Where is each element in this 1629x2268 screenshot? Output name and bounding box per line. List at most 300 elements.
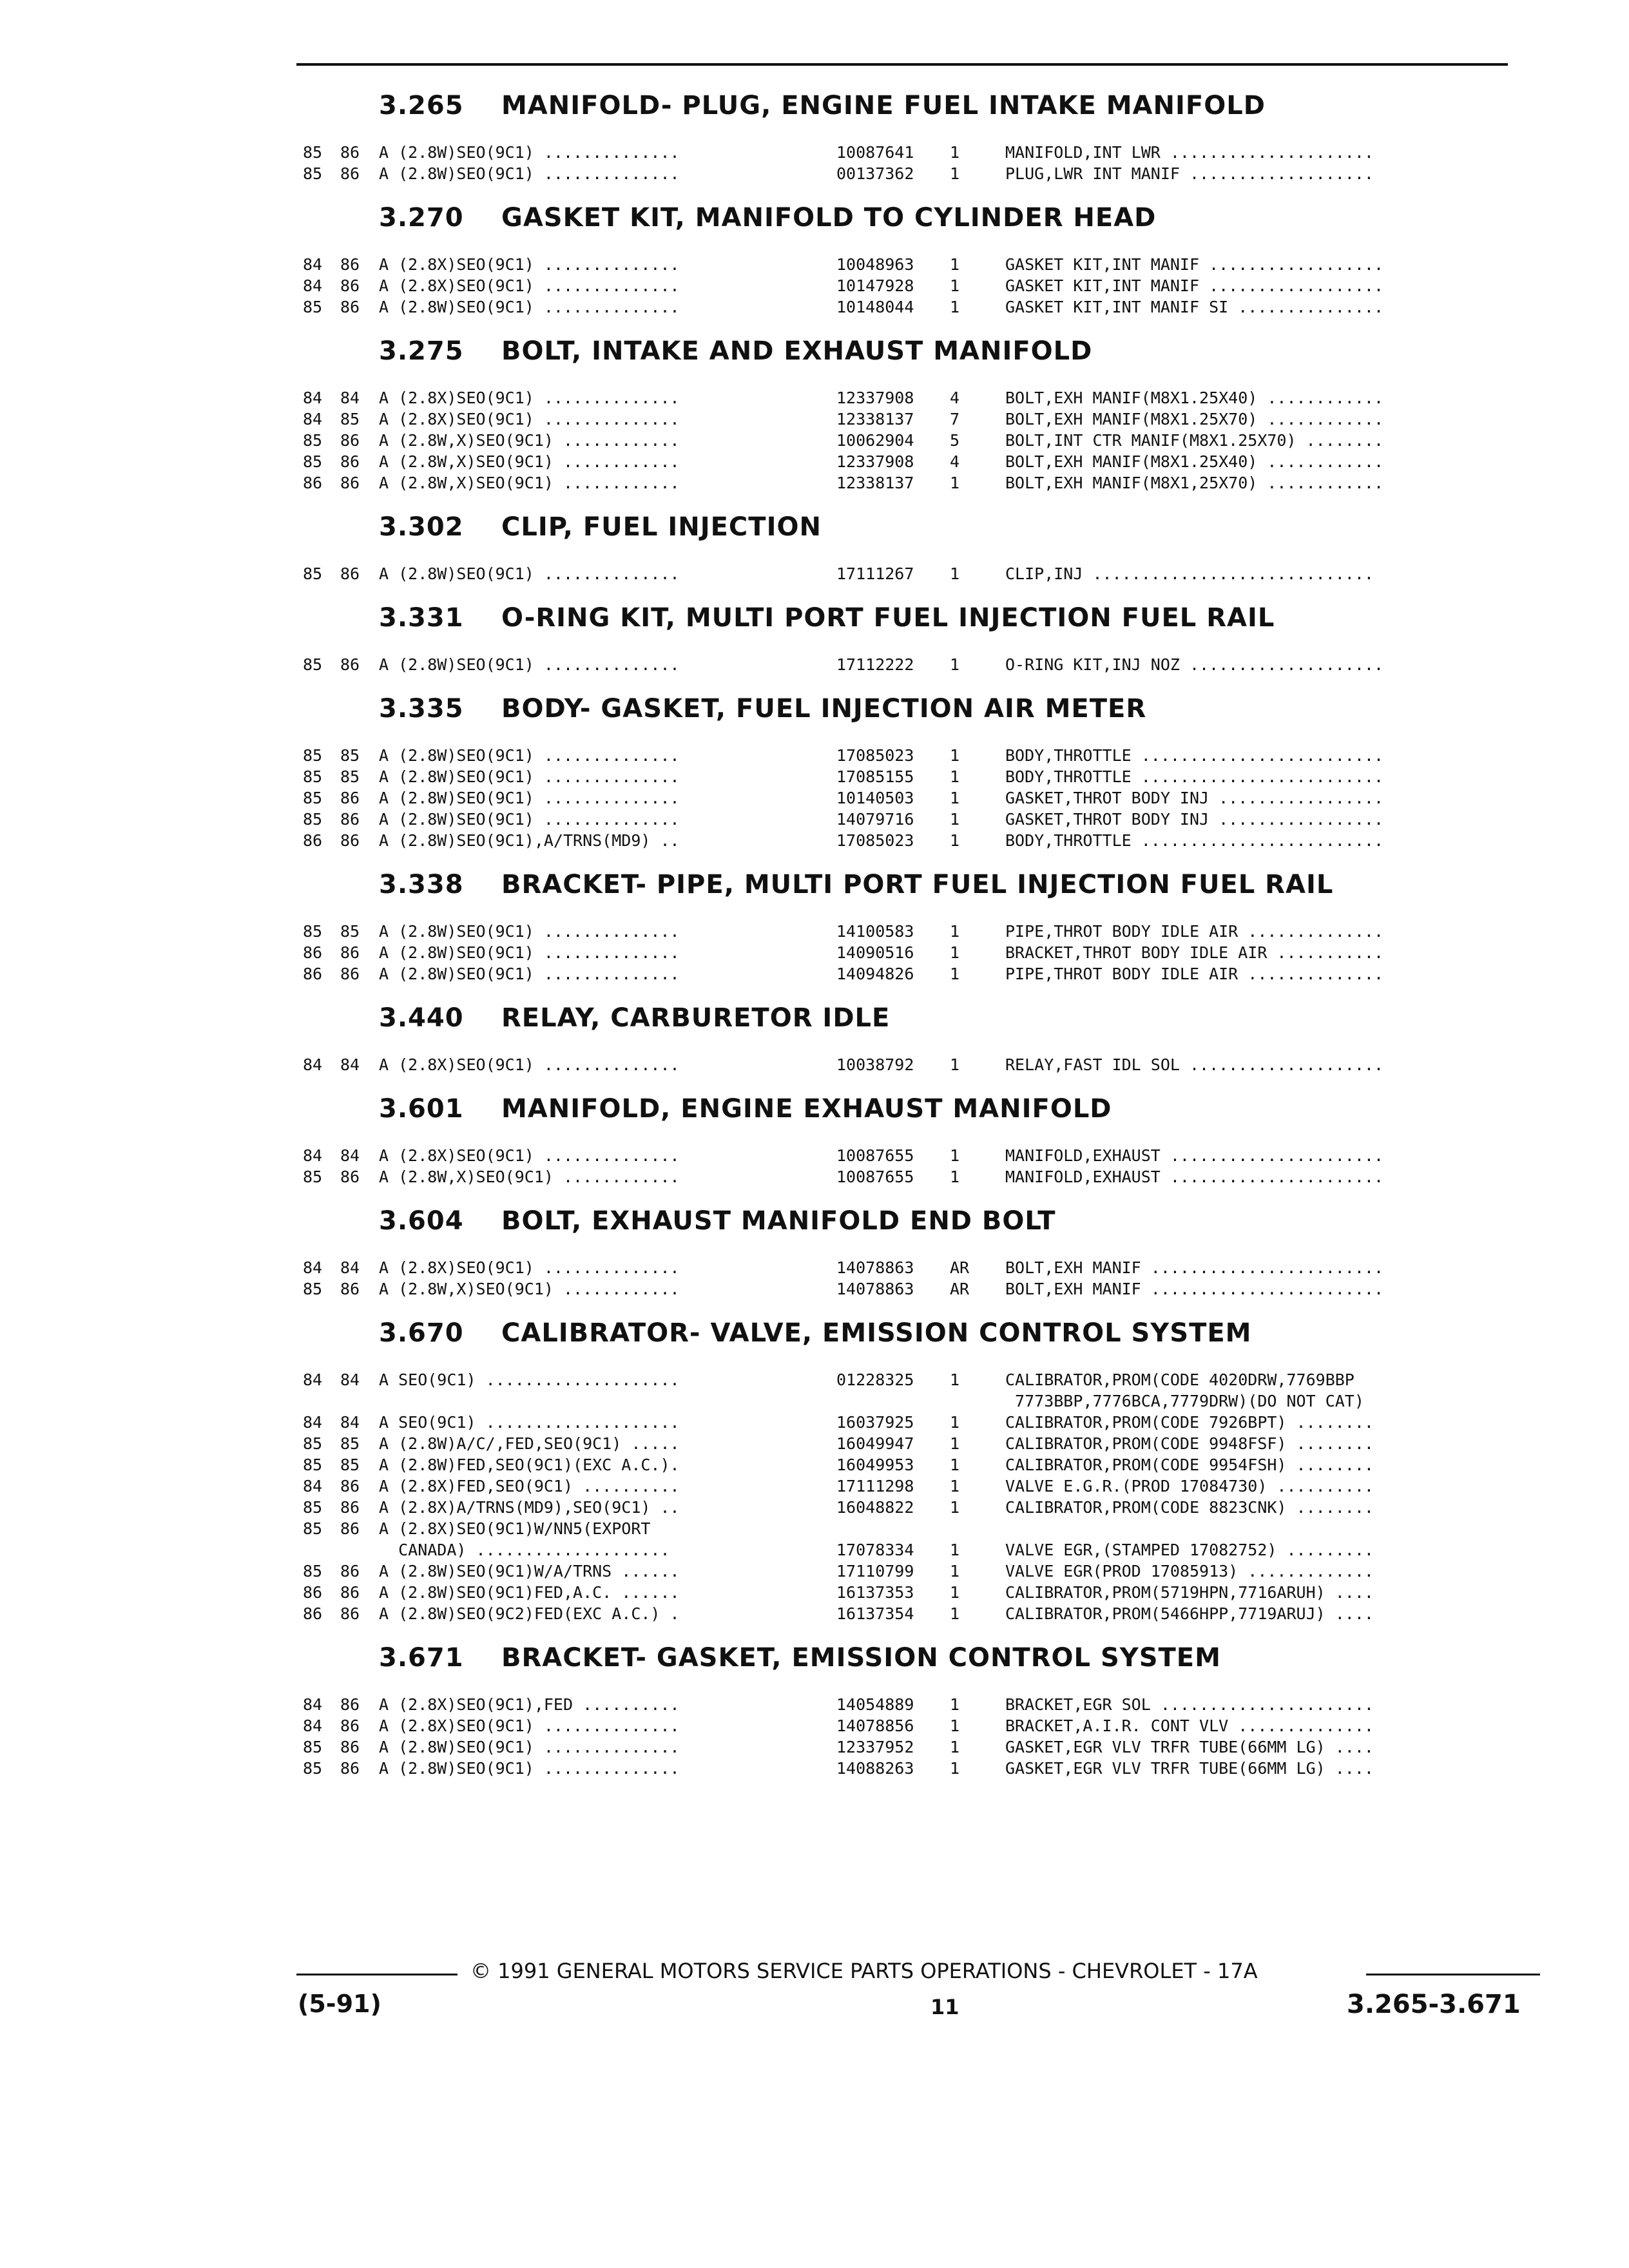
part-number: 12337952 [836, 1738, 914, 1756]
table-row [303, 1454, 1495, 1475]
quantity: 1 [950, 1456, 960, 1474]
year-to: 86 [340, 1604, 360, 1623]
table-row [303, 563, 1495, 584]
description: GASKET,THROT BODY INJ ................. [1005, 810, 1383, 829]
year-to: 86 [340, 655, 360, 674]
table-row [303, 254, 1495, 275]
section-number: 3.338 [379, 870, 464, 899]
footer-date: (5-91) [298, 1990, 381, 2018]
application: A (2.8W)FED,SEO(9C1)(EXC A.C.). [379, 1456, 680, 1474]
part-number: 10062904 [836, 431, 914, 450]
table-row [303, 142, 1495, 163]
section-title: GASKET KIT, MANIFOLD TO CYLINDER HEAD [501, 203, 1157, 233]
part-number: 01228325 [836, 1370, 914, 1389]
application: A (2.8W)SEO(9C1) .............. [379, 164, 680, 183]
quantity: 1 [950, 1738, 960, 1756]
part-number: 10087655 [836, 1146, 914, 1165]
year-to: 86 [340, 1280, 360, 1298]
table-row [303, 296, 1495, 318]
part-number [836, 1390, 950, 1412]
table-row [303, 472, 1495, 494]
year-from: 85 [303, 655, 323, 674]
year-from: 85 [303, 431, 323, 450]
section-number: 3.302 [379, 512, 464, 542]
year-from [303, 1390, 340, 1412]
quantity: 1 [950, 564, 960, 583]
part-number: 17085023 [836, 746, 914, 765]
description: BODY,THROTTLE ......................... [1005, 746, 1383, 765]
application: A (2.8X)SEO(9C1) .............. [379, 1258, 680, 1277]
section-number: 3.275 [379, 336, 464, 366]
year-from: 86 [303, 831, 323, 850]
description: BRACKET,EGR SOL ...................... [1005, 1695, 1374, 1714]
section-title: MANIFOLD- PLUG, ENGINE FUEL INTAKE MANIFOLD [501, 91, 1266, 120]
description: O-RING KIT,INJ NOZ .................... [1005, 655, 1383, 674]
table-row [303, 654, 1495, 675]
section-heading [303, 510, 1495, 544]
section-heading [303, 692, 1495, 726]
description: BOLT,EXH MANIF(M8X1.25X40) ............ [1005, 389, 1383, 407]
footer-rule-right [1366, 1974, 1540, 1975]
application: A (2.8W)SEO(9C1) .............. [379, 767, 680, 786]
section-title: RELAY, CARBURETOR IDLE [501, 1003, 891, 1033]
description: VALVE EGR,(STAMPED 17082752) ......... [1005, 1541, 1374, 1559]
year-to: 86 [340, 143, 360, 162]
application: A (2.8W,X)SEO(9C1) ............ [379, 452, 680, 471]
year-to: 86 [340, 1562, 360, 1581]
year-to: 86 [340, 1519, 360, 1538]
year-to [340, 1539, 379, 1561]
quantity: 1 [950, 810, 960, 829]
section-3-265 [303, 89, 1495, 184]
quantity: 1 [950, 255, 960, 274]
section-3-335 [303, 692, 1495, 851]
quantity: 1 [950, 1055, 960, 1074]
quantity: 1 [950, 1583, 960, 1602]
table-row [303, 1054, 1495, 1075]
application [379, 1390, 836, 1412]
section-3-270 [303, 201, 1495, 318]
section-number: 3.331 [379, 603, 464, 633]
year-to: 86 [340, 965, 360, 983]
year-to: 86 [340, 943, 360, 962]
description: CALIBRATOR,PROM(CODE 9954FSH) ........ [1005, 1456, 1374, 1474]
part-number: 10038792 [836, 1055, 914, 1074]
description: CALIBRATOR,PROM(CODE 4020DRW,7769BBP [1005, 1370, 1354, 1389]
year-from: 85 [303, 1562, 323, 1581]
table-row [303, 408, 1495, 430]
table-row [303, 1475, 1495, 1497]
year-from: 86 [303, 1604, 323, 1623]
year-to: 84 [340, 1146, 360, 1165]
quantity: 1 [950, 767, 960, 786]
year-to: 86 [340, 810, 360, 829]
section-3-275 [303, 334, 1495, 494]
table-row [303, 163, 1495, 184]
year-to: 85 [340, 767, 360, 786]
part-number: 14078863 [836, 1258, 914, 1277]
part-number: 00137362 [836, 164, 914, 183]
year-from: 84 [303, 1146, 323, 1165]
table-row [303, 921, 1495, 942]
quantity [950, 1518, 1005, 1539]
year-from: 85 [303, 767, 323, 786]
table-row [303, 1582, 1495, 1603]
year-to: 85 [340, 410, 360, 428]
section-heading [303, 89, 1495, 122]
year-from: 85 [303, 164, 323, 183]
section-title: O-RING KIT, MULTI PORT FUEL INJECTION FUEL RAIL [501, 603, 1275, 633]
application: A SEO(9C1) .................... [379, 1370, 680, 1389]
application: A (2.8W)SEO(9C1) .............. [379, 143, 680, 162]
section-3-601 [303, 1092, 1495, 1187]
quantity: 1 [950, 164, 960, 183]
table-row [303, 963, 1495, 985]
footer-copyright: © 1991 GENERAL MOTORS SERVICE PARTS OPERATIONS - CHEVROLET - 17A [470, 1959, 1258, 1983]
table-row [303, 1145, 1495, 1166]
quantity: 1 [950, 1695, 960, 1714]
year-to: 86 [340, 1695, 360, 1714]
section-heading [303, 334, 1495, 368]
part-number: 12338137 [836, 410, 914, 428]
application: A (2.8W)SEO(9C1)W/A/TRNS ...... [379, 1562, 680, 1581]
year-to: 85 [340, 922, 360, 941]
application: A (2.8X)SEO(9C1) .............. [379, 1055, 680, 1074]
part-number: 17078334 [836, 1541, 914, 1559]
application: A (2.8W)SEO(9C1) .............. [379, 789, 680, 807]
description: GASKET KIT,INT MANIF SI ............... [1005, 298, 1383, 316]
year-from [303, 1539, 340, 1561]
application: A (2.8W)SEO(9C2)FED(EXC A.C.) . [379, 1604, 680, 1623]
table-row [303, 1518, 1495, 1539]
description: BOLT,EXH MANIF(M8X1.25X70) ............ [1005, 410, 1383, 428]
part-number: 14090516 [836, 943, 914, 962]
year-from: 84 [303, 1055, 323, 1074]
description: BRACKET,A.I.R. CONT VLV .............. [1005, 1716, 1374, 1735]
quantity: 1 [950, 1413, 960, 1432]
table-row [303, 387, 1495, 408]
application: A (2.8W)SEO(9C1) .............. [379, 564, 680, 583]
year-to: 84 [340, 1055, 360, 1074]
part-number: 12338137 [836, 474, 914, 492]
quantity: 1 [950, 1168, 960, 1186]
table-row [303, 766, 1495, 787]
section-heading [303, 1001, 1495, 1035]
year-to: 85 [340, 1434, 360, 1453]
section-heading [303, 201, 1495, 235]
year-to: 86 [340, 452, 360, 471]
description: GASKET,EGR VLV TRFR TUBE(66MM LG) .... [1005, 1759, 1374, 1778]
quantity: 1 [950, 1604, 960, 1623]
section-3-440 [303, 1001, 1495, 1075]
description: CALIBRATOR,PROM(5466HPP,7719ARUJ) .... [1005, 1604, 1374, 1623]
year-from: 84 [303, 255, 323, 274]
year-to: 86 [340, 1759, 360, 1778]
table-row [303, 809, 1495, 830]
description: CLIP,INJ ............................. [1005, 564, 1374, 583]
part-number: 17112222 [836, 655, 914, 674]
table-row [303, 1603, 1495, 1624]
application: A (2.8X)SEO(9C1) .............. [379, 389, 680, 407]
application: A (2.8W)SEO(9C1) .............. [379, 1738, 680, 1756]
quantity: 1 [950, 943, 960, 962]
year-to: 86 [340, 276, 360, 295]
part-number: 10087655 [836, 1168, 914, 1186]
table-row [303, 1694, 1495, 1715]
table-row [303, 787, 1495, 809]
quantity: 7 [950, 410, 960, 428]
year-to [340, 1390, 379, 1412]
application: A (2.8W,X)SEO(9C1) ............ [379, 431, 680, 450]
application: A (2.8X)A/TRNS(MD9),SEO(9C1) .. [379, 1498, 680, 1517]
table-row [303, 1166, 1495, 1187]
quantity: AR [950, 1258, 970, 1277]
table-row [303, 830, 1495, 851]
year-to: 86 [340, 1583, 360, 1602]
quantity: 1 [950, 655, 960, 674]
description: CALIBRATOR,PROM(CODE 8823CNK) ........ [1005, 1498, 1374, 1517]
description: BODY,THROTTLE ......................... [1005, 831, 1383, 850]
section-range: 3.265-3.671 [1347, 1990, 1521, 2019]
table-row [303, 1561, 1495, 1582]
section-number: 3.440 [379, 1003, 464, 1033]
application: A (2.8X)FED,SEO(9C1) .......... [379, 1477, 680, 1495]
description: BOLT,EXH MANIF(M8X1,25X70) ............ [1005, 474, 1383, 492]
application: A (2.8W)SEO(9C1),A/TRNS(MD9) .. [379, 831, 680, 850]
description: MANIFOLD,INT LWR ..................... [1005, 143, 1374, 162]
table-row [303, 745, 1495, 766]
application: A (2.8X)SEO(9C1) .............. [379, 410, 680, 428]
year-to: 86 [340, 1498, 360, 1517]
year-from: 85 [303, 746, 323, 765]
year-from: 84 [303, 1695, 323, 1714]
quantity [950, 1390, 1005, 1412]
quantity: 1 [950, 831, 960, 850]
part-number: 10087641 [836, 143, 914, 162]
table-row [303, 1539, 1495, 1561]
year-from: 84 [303, 1370, 323, 1389]
part-number: 14100583 [836, 922, 914, 941]
section-3-331 [303, 601, 1495, 675]
year-from: 85 [303, 810, 323, 829]
quantity: 1 [950, 1477, 960, 1495]
section-heading [303, 601, 1495, 635]
description: MANIFOLD,EXHAUST ...................... [1005, 1168, 1383, 1186]
year-to: 85 [340, 1456, 360, 1474]
application: A (2.8X)SEO(9C1) .............. [379, 276, 680, 295]
section-3-338 [303, 868, 1495, 985]
year-from: 86 [303, 965, 323, 983]
section-number: 3.270 [379, 203, 464, 233]
description: BOLT,INT CTR MANIF(M8X1.25X70) ........ [1005, 431, 1383, 450]
application: A (2.8W)SEO(9C1) .............. [379, 298, 680, 316]
year-to: 86 [340, 255, 360, 274]
page-number: 11 [930, 1995, 959, 2019]
application: A (2.8W)SEO(9C1) .............. [379, 655, 680, 674]
section-title: CALIBRATOR- VALVE, EMISSION CONTROL SYSTEM [501, 1318, 1252, 1348]
description: PIPE,THROT BODY IDLE AIR .............. [1005, 965, 1383, 983]
part-number: 12337908 [836, 452, 914, 471]
year-to: 86 [340, 298, 360, 316]
year-from: 85 [303, 1434, 323, 1453]
year-to: 86 [340, 431, 360, 450]
year-to: 86 [340, 1716, 360, 1735]
quantity: 1 [950, 1562, 960, 1581]
table-row [303, 1497, 1495, 1518]
table-row [303, 275, 1495, 296]
quantity: AR [950, 1280, 970, 1298]
application: A (2.8W)A/C/,FED,SEO(9C1) ..... [379, 1434, 680, 1453]
quantity: 1 [950, 1759, 960, 1778]
year-from: 86 [303, 474, 323, 492]
quantity: 1 [950, 143, 960, 162]
table-row [303, 942, 1495, 963]
application: A (2.8W,X)SEO(9C1) ............ [379, 474, 680, 492]
description: GASKET,EGR VLV TRFR TUBE(66MM LG) .... [1005, 1738, 1374, 1756]
section-title: CLIP, FUEL INJECTION [501, 512, 822, 542]
part-number: 16037925 [836, 1413, 914, 1432]
description: CALIBRATOR,PROM(CODE 7926BPT) ........ [1005, 1413, 1374, 1432]
application: A (2.8W)SEO(9C1) .............. [379, 943, 680, 962]
section-number: 3.601 [379, 1094, 464, 1124]
quantity: 1 [950, 922, 960, 941]
parts-listing [303, 89, 1495, 1796]
application: CANADA) .................... [379, 1541, 670, 1559]
section-title: MANIFOLD, ENGINE EXHAUST MANIFOLD [501, 1094, 1112, 1124]
quantity: 1 [950, 1370, 960, 1389]
part-number: 14088263 [836, 1759, 914, 1778]
description: PLUG,LWR INT MANIF ................... [1005, 164, 1374, 183]
year-from: 85 [303, 1280, 323, 1298]
section-3-671 [303, 1641, 1495, 1779]
section-3-604 [303, 1204, 1495, 1300]
application: A (2.8X)SEO(9C1) .............. [379, 1146, 680, 1165]
year-to: 86 [340, 164, 360, 183]
section-title: BOLT, INTAKE AND EXHAUST MANIFOLD [501, 336, 1093, 366]
application: A (2.8X)SEO(9C1),FED .......... [379, 1695, 680, 1714]
description: 7773BBP,7776BCA,7779DRW)(DO NOT CAT) [1005, 1392, 1364, 1410]
table-row [303, 1433, 1495, 1454]
part-number: 17085023 [836, 831, 914, 850]
section-title: BRACKET- GASKET, EMISSION CONTROL SYSTEM [501, 1643, 1221, 1673]
year-to: 86 [340, 1477, 360, 1495]
section-number: 3.670 [379, 1318, 464, 1348]
year-from: 85 [303, 143, 323, 162]
table-row [303, 451, 1495, 472]
part-number: 10147928 [836, 276, 914, 295]
description: BOLT,EXH MANIF ........................ [1005, 1280, 1383, 1298]
year-from: 85 [303, 922, 323, 941]
application: A SEO(9C1) .................... [379, 1413, 680, 1432]
section-title: BODY- GASKET, FUEL INJECTION AIR METER [501, 694, 1147, 724]
part-number: 14078863 [836, 1280, 914, 1298]
quantity: 1 [950, 474, 960, 492]
part-number: 16137353 [836, 1583, 914, 1602]
part-number: 17111298 [836, 1477, 914, 1495]
part-number: 10048963 [836, 255, 914, 274]
table-row [303, 1369, 1495, 1390]
table-row [303, 1257, 1495, 1278]
year-from: 84 [303, 410, 323, 428]
part-number: 17085155 [836, 767, 914, 786]
part-number: 14079716 [836, 810, 914, 829]
part-number: 17110799 [836, 1562, 914, 1581]
description: GASKET KIT,INT MANIF .................. [1005, 276, 1383, 295]
description: BOLT,EXH MANIF ........................ [1005, 1258, 1383, 1277]
quantity: 1 [950, 789, 960, 807]
year-to: 84 [340, 389, 360, 407]
table-row [303, 1278, 1495, 1300]
year-from: 84 [303, 1477, 323, 1495]
quantity: 1 [950, 298, 960, 316]
section-3-302 [303, 510, 1495, 584]
part-number: 16049947 [836, 1434, 914, 1453]
part-number: 16049953 [836, 1456, 914, 1474]
year-to: 86 [340, 1738, 360, 1756]
description: VALVE E.G.R.(PROD 17084730) .......... [1005, 1477, 1374, 1495]
quantity: 1 [950, 276, 960, 295]
application: A (2.8W,X)SEO(9C1) ............ [379, 1168, 680, 1186]
section-heading [303, 1204, 1495, 1238]
year-from: 85 [303, 452, 323, 471]
year-from: 84 [303, 1258, 323, 1277]
year-to: 84 [340, 1258, 360, 1277]
application: A (2.8W)SEO(9C1) .............. [379, 965, 680, 983]
description: RELAY,FAST IDL SOL .................... [1005, 1055, 1383, 1074]
table-row [303, 1412, 1495, 1433]
application: A (2.8X)SEO(9C1)W/NN5(EXPORT [379, 1519, 651, 1538]
quantity: 4 [950, 452, 960, 471]
year-to: 85 [340, 746, 360, 765]
application: A (2.8W)SEO(9C1) .............. [379, 1759, 680, 1778]
quantity: 5 [950, 431, 960, 450]
description: BRACKET,THROT BODY IDLE AIR ........... [1005, 943, 1383, 962]
year-from: 84 [303, 276, 323, 295]
application: A (2.8W)SEO(9C1)FED,A.C. ...... [379, 1583, 680, 1602]
application: A (2.8W)SEO(9C1) .............. [379, 922, 680, 941]
year-from: 85 [303, 1519, 323, 1538]
application: A (2.8X)SEO(9C1) .............. [379, 1716, 680, 1735]
year-from: 85 [303, 564, 323, 583]
table-row [303, 1736, 1495, 1758]
section-number: 3.604 [379, 1206, 464, 1236]
application: A (2.8W,X)SEO(9C1) ............ [379, 1280, 680, 1298]
section-number: 3.335 [379, 694, 464, 724]
year-from: 85 [303, 1759, 323, 1778]
quantity: 4 [950, 389, 960, 407]
section-number: 3.671 [379, 1643, 464, 1673]
description: PIPE,THROT BODY IDLE AIR .............. [1005, 922, 1383, 941]
application: A (2.8W)SEO(9C1) .............. [379, 810, 680, 829]
year-to: 86 [340, 1168, 360, 1186]
year-to: 86 [340, 831, 360, 850]
year-to: 86 [340, 474, 360, 492]
part-number: 10148044 [836, 298, 914, 316]
section-heading [303, 1092, 1495, 1126]
section-number: 3.265 [379, 91, 464, 120]
year-from: 84 [303, 1413, 323, 1432]
year-from: 84 [303, 389, 323, 407]
description: GASKET KIT,INT MANIF .................. [1005, 255, 1383, 274]
section-heading [303, 868, 1495, 901]
part-number: 17111267 [836, 564, 914, 583]
year-from: 85 [303, 1498, 323, 1517]
section-3-670 [303, 1316, 1495, 1624]
quantity: 1 [950, 965, 960, 983]
section-title: BRACKET- PIPE, MULTI PORT FUEL INJECTION FUEL RAIL [501, 870, 1334, 899]
year-from: 85 [303, 1168, 323, 1186]
part-number: 14054889 [836, 1695, 914, 1714]
